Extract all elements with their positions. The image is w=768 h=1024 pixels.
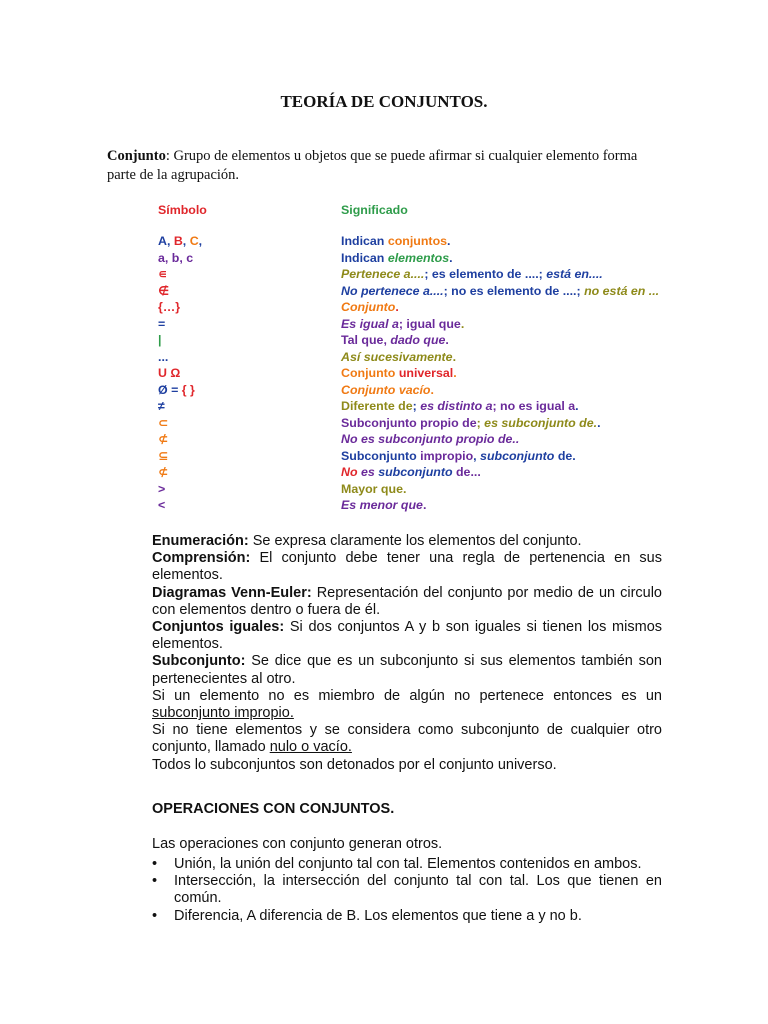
symbol-part: | bbox=[158, 333, 162, 347]
meaning-cell bbox=[341, 332, 449, 349]
meaning-part: ; bbox=[412, 399, 421, 413]
meaning-cell bbox=[341, 349, 456, 366]
definition-text: Si dos conjuntos A y b son iguales si tienen los mismos elementos. bbox=[152, 619, 663, 653]
meaning-part: ; bbox=[476, 415, 485, 430]
symbol-cell bbox=[158, 266, 341, 283]
symbol-part: > bbox=[158, 481, 166, 496]
symbol-part: < bbox=[158, 498, 166, 512]
symbol-table bbox=[158, 203, 718, 514]
symbol-row bbox=[158, 464, 718, 481]
meaning-part: ; no es elemento de ....; bbox=[443, 283, 585, 298]
symbol-row bbox=[158, 299, 718, 316]
symbol-cell bbox=[158, 464, 341, 481]
meaning-part: dado que bbox=[390, 333, 446, 347]
meaning-part: Subconjunto propio de bbox=[341, 415, 477, 430]
meaning-part: Indican bbox=[341, 250, 388, 265]
symbol-table-rows bbox=[158, 233, 718, 514]
symbol-cell bbox=[158, 349, 341, 366]
meaning-part: elementos bbox=[387, 250, 450, 265]
meaning-cell bbox=[341, 382, 434, 399]
symbol-cell bbox=[158, 283, 341, 300]
meaning-cell bbox=[341, 398, 579, 415]
meaning-part: es distinto a bbox=[420, 399, 493, 413]
symbol-cell bbox=[158, 497, 341, 514]
meaning-part: Así sucesivamente bbox=[341, 349, 453, 364]
symbol-part: ⊆ bbox=[158, 448, 169, 463]
meaning-part: es subconjunto de. bbox=[484, 415, 598, 430]
meaning-part: No bbox=[341, 465, 358, 479]
symbol-row bbox=[158, 497, 718, 514]
symbol-cell bbox=[158, 448, 341, 465]
meaning-part: vacío bbox=[395, 382, 431, 397]
operation-text: Unión, la unión del conjunto tal con tal. Elementos contenidos en ambos. bbox=[174, 856, 642, 872]
meaning-part: . bbox=[445, 333, 449, 347]
meaning-part: . bbox=[402, 481, 407, 496]
definition-underlined-text: subconjunto impropio. bbox=[152, 705, 294, 722]
meaning-part: Conjunto bbox=[341, 382, 396, 397]
definition-term: Subconjunto: bbox=[152, 653, 246, 670]
symbol-part: {…} bbox=[158, 300, 181, 314]
meaning-part: ; es elemento de .... bbox=[424, 267, 539, 281]
symbol-part: ... bbox=[158, 349, 169, 364]
meaning-part: es bbox=[357, 465, 375, 479]
symbol-cell bbox=[158, 233, 341, 250]
definition-paragraph bbox=[152, 585, 662, 619]
definition-text: Se expresa claramente los elementos del conjunto. bbox=[248, 533, 582, 549]
meaning-part: de... bbox=[452, 465, 481, 479]
symbol-part: a, b, c bbox=[158, 250, 194, 265]
meaning-part: . bbox=[430, 382, 434, 397]
definition-paragraph bbox=[152, 619, 662, 653]
definition-text: Si un elemento no es miembro de algún no pertenece entonces es un bbox=[152, 687, 662, 704]
meaning-part: conjuntos bbox=[387, 234, 448, 248]
symbol-row bbox=[158, 448, 718, 465]
meaning-part: , bbox=[383, 333, 391, 347]
symbol-row bbox=[158, 431, 718, 448]
meaning-cell bbox=[341, 266, 603, 283]
header-meaning: Significado bbox=[341, 203, 408, 217]
definitions-block bbox=[152, 533, 662, 774]
operations-title: OPERACIONES CON CONJUNTOS. bbox=[152, 801, 395, 817]
symbol-cell bbox=[158, 365, 341, 382]
meaning-part: ; bbox=[538, 267, 547, 281]
symbol-row bbox=[158, 415, 718, 432]
definition-text: El conjunto debe tener una regla de pertenencia en sus elementos. bbox=[152, 550, 662, 584]
symbol-table-header bbox=[158, 203, 718, 233]
definition-paragraph bbox=[152, 653, 662, 687]
symbol-cell bbox=[158, 481, 341, 498]
meaning-part: . bbox=[447, 234, 451, 248]
intro-text: : Grupo de elementos u objetos que se puede afirmar si cualquier elemento forma parte de la agrupación. bbox=[107, 148, 638, 183]
symbol-row bbox=[158, 365, 718, 382]
operations-intro: Las operaciones con conjunto generan otros. bbox=[152, 836, 443, 852]
symbol-part: ⊄ bbox=[158, 465, 169, 479]
meaning-part: Subconjunto bbox=[341, 448, 421, 463]
meaning-part: Pertenece a.... bbox=[341, 267, 425, 281]
meaning-part: Tal que bbox=[341, 333, 384, 347]
operation-text: Diferencia, A diferencia de B. Los elementos que tiene a y no b. bbox=[174, 907, 582, 924]
meaning-part: no está en ... bbox=[584, 283, 660, 298]
symbol-cell bbox=[158, 299, 341, 316]
definition-text: Si no tiene elementos y se considera como subconjunto de cualquier otro conjunto, llamado bbox=[152, 722, 662, 756]
operation-text: Intersección, la intersección del conjunto tal con tal. Los que tienen en común. bbox=[174, 873, 662, 907]
meaning-part: está en.... bbox=[546, 267, 603, 281]
meaning-cell bbox=[341, 431, 519, 448]
meaning-cell bbox=[341, 233, 450, 250]
symbol-row bbox=[158, 382, 718, 399]
symbol-row bbox=[158, 283, 718, 300]
definition-underlined-text: nulo o vacío. bbox=[269, 739, 352, 756]
symbol-cell bbox=[158, 382, 341, 399]
meaning-cell bbox=[341, 316, 464, 333]
meaning-part: . bbox=[597, 415, 601, 430]
symbol-part: ∉ bbox=[158, 283, 170, 298]
meaning-part: . bbox=[453, 366, 457, 380]
symbol-cell bbox=[158, 316, 341, 333]
meaning-part: Es igual a bbox=[341, 316, 399, 331]
symbol-part: A bbox=[158, 234, 167, 248]
symbol-cell bbox=[158, 250, 341, 267]
bullet-icon: • bbox=[152, 856, 158, 872]
meaning-cell bbox=[341, 250, 453, 267]
meaning-part: Conjunto bbox=[341, 300, 396, 314]
symbol-row bbox=[158, 266, 718, 283]
definition-paragraph bbox=[152, 688, 662, 722]
definition-term: Diagramas Venn-Euler: bbox=[152, 584, 312, 601]
definition-text: Todos lo subconjuntos son detonados por el conjunto universo. bbox=[152, 756, 557, 773]
symbol-part: ⊂ bbox=[158, 415, 169, 430]
symbol-row bbox=[158, 398, 718, 415]
meaning-part: , bbox=[473, 448, 481, 463]
definition-paragraph bbox=[152, 533, 662, 550]
symbol-cell bbox=[158, 431, 341, 448]
header-symbol: Símbolo bbox=[158, 203, 207, 217]
meaning-cell bbox=[341, 365, 457, 382]
meaning-part: . bbox=[422, 498, 427, 512]
meaning-part: subconjunto bbox=[374, 465, 453, 479]
intro-paragraph bbox=[107, 147, 667, 185]
meaning-part: Es menor que bbox=[341, 498, 423, 512]
symbol-cell bbox=[158, 332, 341, 349]
meaning-part: . bbox=[395, 300, 399, 314]
operation-item bbox=[152, 856, 662, 873]
symbol-part: U Ω bbox=[158, 366, 181, 380]
meaning-cell bbox=[341, 481, 406, 498]
definition-term: Enumeración: bbox=[152, 533, 249, 549]
definition-text: Se dice que es un subconjunto si sus elementos también son pertenecientes al otro. bbox=[152, 653, 662, 687]
operations-list bbox=[152, 856, 662, 925]
symbol-part: , bbox=[166, 234, 174, 248]
definition-paragraph bbox=[152, 722, 662, 756]
bullet-icon: • bbox=[152, 907, 158, 924]
meaning-part: impropio bbox=[420, 448, 474, 463]
symbol-row bbox=[158, 250, 718, 267]
definition-text: Representación del conjunto por medio de un circulo con elementos dentro o fuera de él. bbox=[152, 584, 662, 618]
symbol-cell bbox=[158, 398, 341, 415]
document-title: TEORÍA DE CONJUNTOS. bbox=[280, 92, 488, 111]
symbol-part: ⊄ bbox=[158, 432, 169, 446]
meaning-part: . bbox=[449, 250, 453, 265]
symbol-row bbox=[158, 316, 718, 333]
operation-item bbox=[152, 908, 662, 925]
definition-paragraph bbox=[152, 757, 662, 774]
definition-term: Comprensión: bbox=[152, 550, 251, 567]
bullet-icon: • bbox=[152, 873, 158, 890]
symbol-part: , bbox=[182, 234, 190, 248]
meaning-part: . bbox=[452, 349, 457, 364]
symbol-row bbox=[158, 481, 718, 498]
meaning-cell bbox=[341, 464, 481, 481]
symbol-part: Ø = bbox=[158, 382, 182, 397]
meaning-part: ; no es igual a bbox=[492, 399, 576, 413]
symbol-part: ≠ bbox=[158, 399, 165, 413]
symbol-part: B bbox=[173, 234, 183, 248]
meaning-part: Conjunto bbox=[341, 366, 399, 380]
meaning-cell bbox=[341, 448, 576, 465]
symbol-part: { } bbox=[181, 382, 195, 397]
symbol-part: , bbox=[198, 234, 203, 248]
definition-term: Conjuntos iguales: bbox=[152, 619, 285, 636]
meaning-part: subconjunto bbox=[480, 448, 555, 463]
symbol-row bbox=[158, 349, 718, 366]
symbol-part: ∊ bbox=[158, 267, 168, 281]
meaning-part: Indican bbox=[341, 234, 388, 248]
symbol-part: = bbox=[158, 316, 166, 331]
meaning-part: . bbox=[460, 316, 465, 331]
meaning-part: Diferente de bbox=[341, 399, 413, 413]
meaning-part: No es subconjunto propio de.. bbox=[341, 432, 520, 446]
meaning-part: universal bbox=[398, 366, 454, 380]
symbol-row bbox=[158, 332, 718, 349]
meaning-cell bbox=[341, 299, 399, 316]
meaning-cell bbox=[341, 283, 659, 300]
intro-term: Conjunto bbox=[107, 148, 166, 164]
meaning-part: de. bbox=[554, 448, 576, 463]
operation-item bbox=[152, 873, 662, 907]
meaning-part: No pertenece a.... bbox=[341, 283, 444, 298]
meaning-part: . bbox=[575, 399, 579, 413]
meaning-cell bbox=[341, 497, 426, 514]
meaning-part: Mayor que bbox=[341, 481, 403, 496]
symbol-part: C bbox=[189, 234, 199, 248]
meaning-part: ; igual que bbox=[398, 316, 461, 331]
definition-paragraph bbox=[152, 550, 662, 584]
symbol-cell bbox=[158, 415, 341, 432]
symbol-row bbox=[158, 233, 718, 250]
meaning-cell bbox=[341, 415, 601, 432]
